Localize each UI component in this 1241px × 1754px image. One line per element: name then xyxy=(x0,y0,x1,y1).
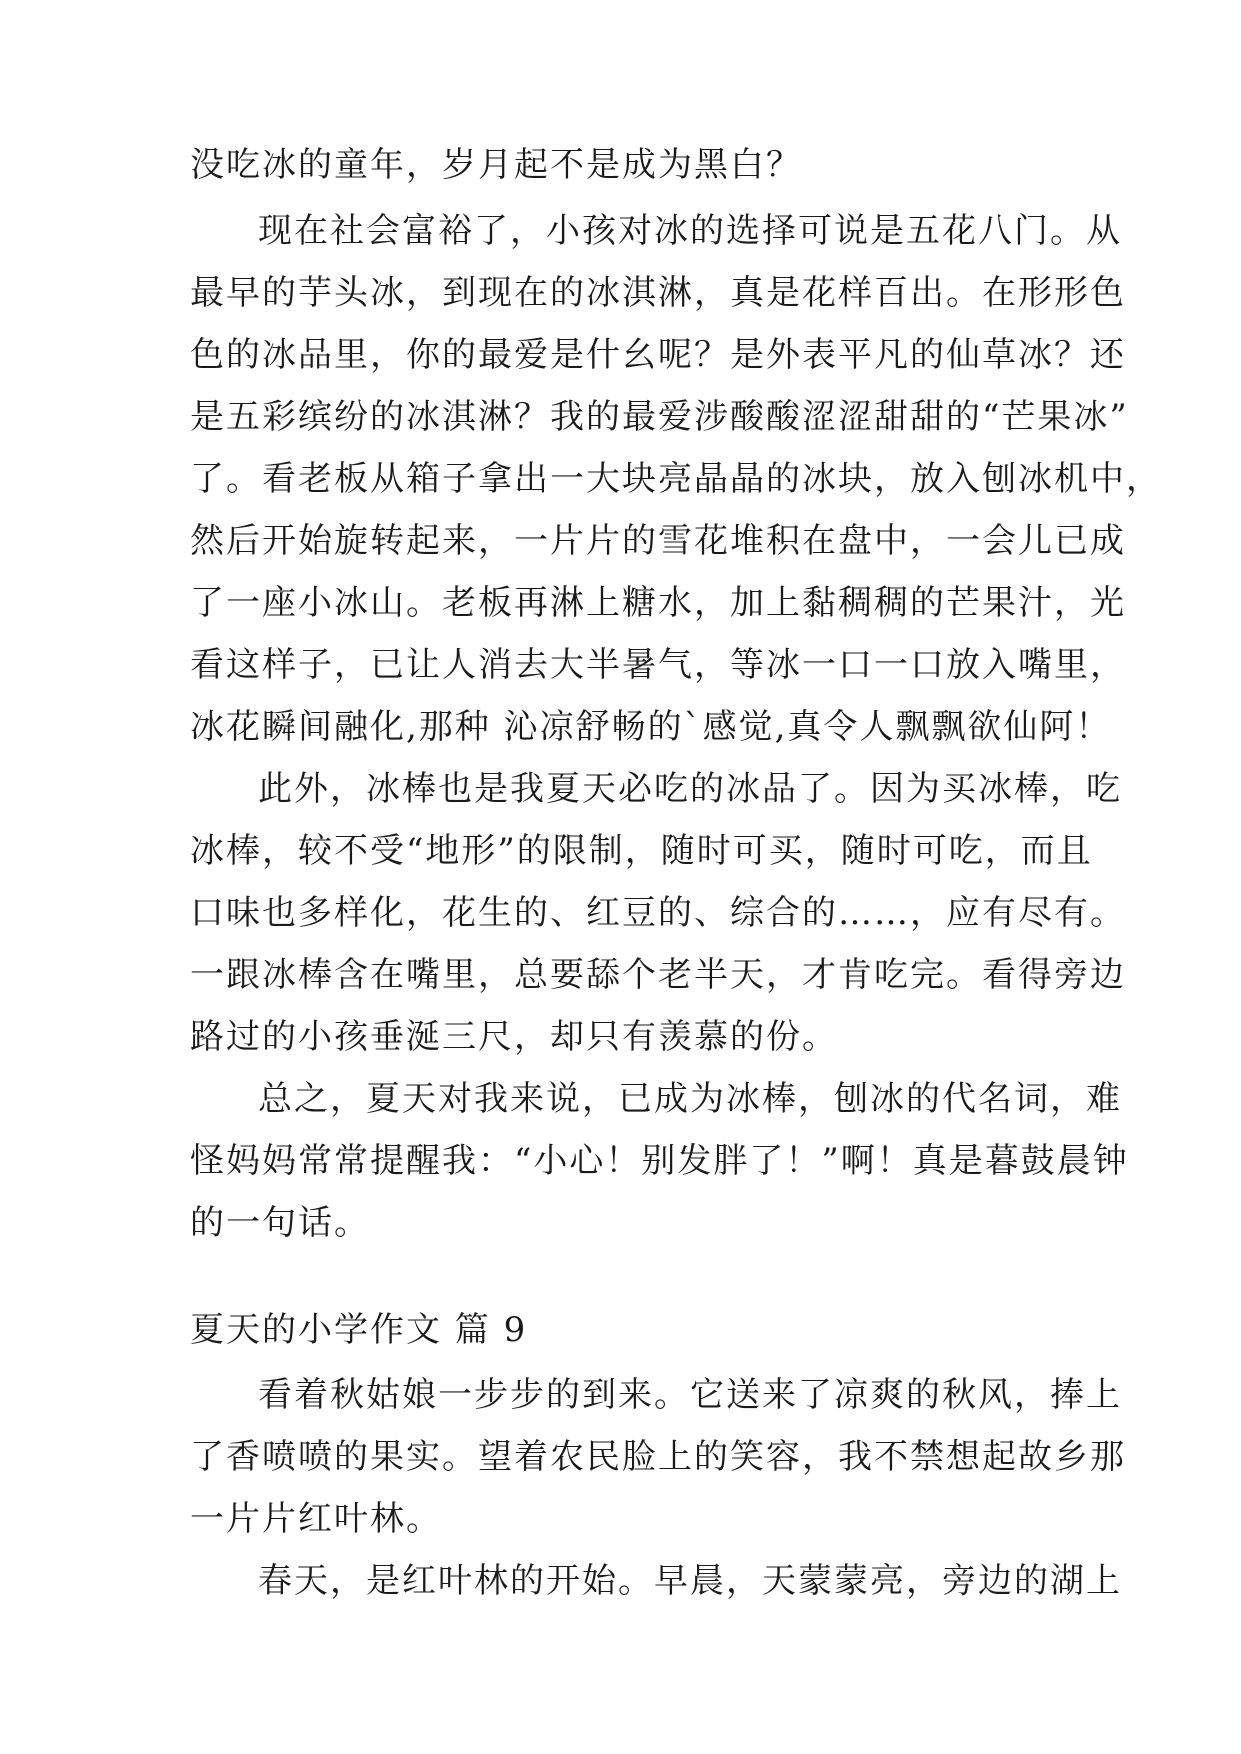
text-line: 了。看老板从箱子拿出一大块亮晶晶的冰块，放入刨冰机中， xyxy=(190,459,1162,499)
text-line: 没吃冰的童年，岁月起不是成为黑白？ xyxy=(190,145,802,185)
text-line: 怪妈妈常常提醒我：“小心！别发胖了！”啊！真是暮鼓晨钟 xyxy=(190,1141,1129,1181)
text-line: 一片片红叶林。 xyxy=(190,1499,442,1539)
text-line: 看着秋姑娘一步步的到来。它送来了凉爽的秋风，捧上 xyxy=(258,1375,1122,1415)
text-line: 一跟冰棒含在嘴里，总要舔个老半天，才肯吃完。看得旁边 xyxy=(190,955,1126,995)
text-line: 现在社会富裕了，小孩对冰的选择可说是五花八门。从 xyxy=(258,211,1122,251)
text-line: 是五彩缤纷的冰淇淋？我的最爱涉酸酸涩涩甜甜的“芒果冰” xyxy=(190,397,1129,437)
text-line: 看这样子，已让人消去大半暑气，等冰一口一口放入嘴里， xyxy=(190,645,1126,685)
text-line: 了香喷喷的果实。望着农民脸上的笑容，我不禁想起故乡那 xyxy=(190,1437,1126,1477)
text-line: 春天，是红叶林的开始。早晨，天蒙蒙亮，旁边的湖上 xyxy=(258,1561,1122,1601)
text-line: 的一句话。 xyxy=(190,1203,370,1243)
text-line: 此外，冰棒也是我夏天必吃的冰品了。因为买冰棒，吃 xyxy=(258,769,1122,809)
text-line: 然后开始旋转起来，一片片的雪花堆积在盘中，一会儿已成 xyxy=(190,521,1126,561)
section-heading: 夏天的小学作文 篇 9 xyxy=(190,1310,528,1350)
text-line: 冰棒，较不受“地形”的限制，随时可买，随时可吃，而且 xyxy=(190,831,1093,871)
text-line: 口味也多样化，花生的、红豆的、综合的……，应有尽有。 xyxy=(190,893,1126,933)
text-line: 最早的芋头冰，到现在的冰淇淋，真是花样百出。在形形色 xyxy=(190,273,1126,313)
text-line: 冰花瞬间融化,那种 沁凉舒畅的`感觉,真令人飘飘欲仙阿！ xyxy=(190,707,1112,747)
text-line: 路过的小孩垂涎三尺，却只有羡慕的份。 xyxy=(190,1017,838,1057)
text-line: 色的冰品里，你的最爱是什幺呢？是外表平凡的仙草冰？还 xyxy=(190,335,1126,375)
text-line: 总之，夏天对我来说，已成为冰棒，刨冰的代名词，难 xyxy=(258,1079,1122,1119)
text-line: 了一座小冰山。老板再淋上糖水，加上黏稠稠的芒果汁，光 xyxy=(190,583,1126,623)
